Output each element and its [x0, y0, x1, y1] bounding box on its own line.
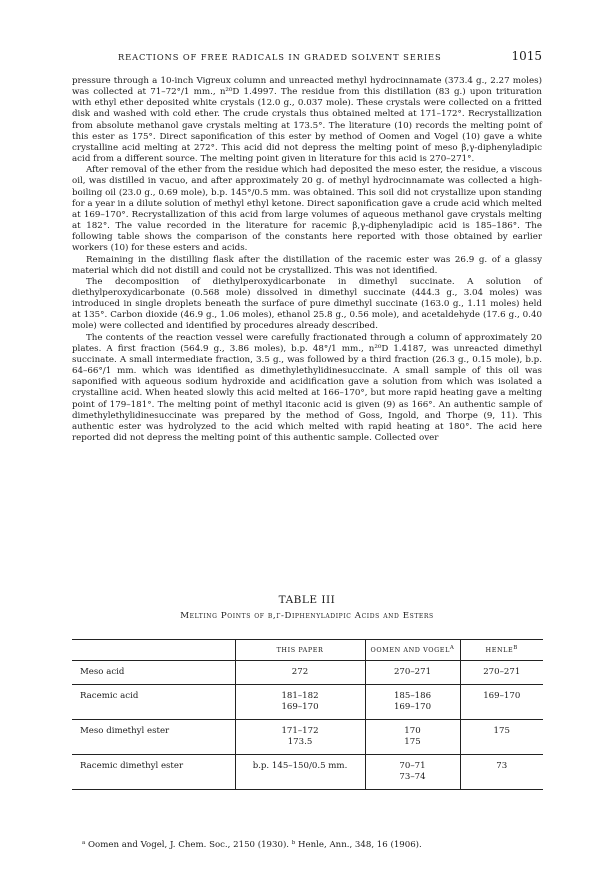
footnote-mark: B	[513, 645, 518, 651]
cell-oomen-vogel: 270–271	[365, 661, 460, 685]
footnote-mark: a	[82, 840, 86, 846]
paragraph: The contents of the reaction vessel were carefully fractionated through a column of approximately 20 plates. A first fraction (564.9 g., 3.86 moles), b.p. 48°/1 mm., n²⁰D 1.4187, was unreacted dimethyl succinate. A small intermediate fraction, 3.5 g., was followed by a third fraction (26.3 g., 0.15 mole), b.p. 64–66°/1 mm. which was identified as dimethylethylidinesuccinate. A small sample of this oil was saponified with aqueous sodium hydroxide and acidification gave a solution from which was isolated a crystalline acid. When heated slowly this acid melted at 166–170°, but more rapid heating gave a melting point of 179–181°. The melting point of methyl itaconic acid is given (9) as 166°. An authentic sample of dimethylethylidinesuccinate was prepared by the method of Goss, Ingold, and Thorpe (9, 11). This authentic ester was hydrolyzed to the acid which melted with rapid heating at 180°. The acid here reported did not depress the melting point of this authentic sample. Collected over	[72, 332, 542, 443]
table-row	[72, 685, 543, 720]
cell-oomen-vogel: 185–186 169–170	[365, 685, 460, 720]
row-label: Meso acid	[72, 661, 235, 685]
column-header-oomen-vogel: OOMEN AND $VOGEL^A$	[365, 640, 460, 661]
table-row	[72, 755, 543, 790]
table-header-row	[72, 640, 543, 661]
table-row	[72, 720, 543, 755]
page-number: 1015	[511, 49, 542, 63]
running-head-title: REACTIONS OF FREE RADICALS IN GRADED SOLVENT SERIES	[118, 52, 442, 62]
paragraph: After removal of the ether from the residue which had deposited the meso ester, the residue, a viscous oil, was distilled in vacuo, and after approximately 20 g. of methyl hydrocinnamate was collected a high-boiling oil (23.0 g., 0.69 mole), b.p. 145°/0.5 mm. was obtained. This soil did not crystallize upon standing for a year in a dilute solution of methyl ethyl ketone. Direct saponification gave a crude acid which melted at 169–170°. Recrystallization of this acid from large volumes of aqueous methanol gave crystals melting at 182°. The value recorded in the literature for racemic β,γ-diphenyladipic acid is 185–186°. The following table shows the comparison of the constants here reported with those obtained by earlier workers (10) for these esters and acids.	[72, 165, 542, 254]
paragraph: The decomposition of diethylperoxydicarbonate in dimethyl succinate. A solution of diethylperoxydicarbonate (0.568 mole) dissolved in dimethyl succinate (444.3 g., 3.04 moles) was introduced in single droplets beneath the surface of pure dimethyl succinate (163.0 g., 1.11 moles) held at 135°. Carbon dioxide (46.9 g., 1.06 moles), ethanol 25.8 g., 0.56 mole), and acetaldehyde (17.6 g., 0.40 mole) were collected and identified by procedures already described.	[72, 276, 542, 332]
cell-henle: 270–271	[460, 661, 543, 685]
column-header-henle: $HENLE^B$	[460, 640, 543, 661]
footnote-b-text: Henle, Ann., 348, 16 (1906).	[295, 840, 422, 850]
paragraph: pressure through a 10-inch Vigreux column and unreacted methyl hydrocinnamate (373.4 g., 2.27 moles) was collected at 71–72°/1 mm., n²⁰D 1.4997. The residue from this distillation (83 g.) upon trituration with ethyl ether deposited white crystals (12.0 g., 0.037 mole). These crystals were collected on a fritted disk and washed with cold ether. The crude crystals thus obtained melted at 171–172°. Recrystallization from absolute methanol gave crystals melting at 173.5°. The literature (10) records the melting point of this ester as 175°. Direct saponification of this ester by method of Oomen and Vogel (10) gave a white crystalline acid melting at 272°. This acid did not depress the melting point of meso β,γ-diphenyladipic acid from a different source. The melting point given in literature for this acid is 270–271°.	[72, 76, 542, 165]
footnote-mark: A	[449, 645, 455, 651]
table-footnotes	[82, 840, 542, 851]
cell-this-paper: 171–172 173.5	[235, 720, 365, 755]
footnote-mark: b	[291, 840, 296, 846]
table-header-blank	[72, 640, 235, 661]
cell-this-paper: 181–182 169–170	[235, 685, 365, 720]
row-label: Racemic dimethyl ester	[72, 755, 235, 790]
cell-henle: 175	[460, 720, 543, 755]
table-row	[72, 661, 543, 685]
cell-oomen-vogel: 70–71 73–74	[365, 755, 460, 790]
table-number: TABLE III	[278, 594, 336, 606]
table-title: Melting Points of β,γ-Diphenyladipic Acids and Esters	[180, 611, 434, 621]
body-text	[72, 76, 542, 444]
cell-this-paper: b.p. 145–150/0.5 mm.	[235, 755, 365, 790]
cell-this-paper: 272	[235, 661, 365, 685]
cell-oomen-vogel: 170 175	[365, 720, 460, 755]
melting-points-table	[72, 639, 543, 790]
table-caption	[72, 594, 542, 621]
paragraph: Remaining in the distilling flask after the distillation of the racemic ester was 26.9 g. of a glassy material which did not distill and could not be crystallized. This was not identified.	[72, 254, 542, 276]
cell-henle: 73	[460, 755, 543, 790]
cell-henle: 169–170	[460, 685, 543, 720]
row-label: Racemic acid	[72, 685, 235, 720]
row-label: Meso dimethyl ester	[72, 720, 235, 755]
column-header-this-paper: THIS PAPER	[235, 640, 365, 661]
footnote-a-text: Oomen and Vogel, J. Chem. Soc., 2150 (1930).	[85, 840, 292, 850]
